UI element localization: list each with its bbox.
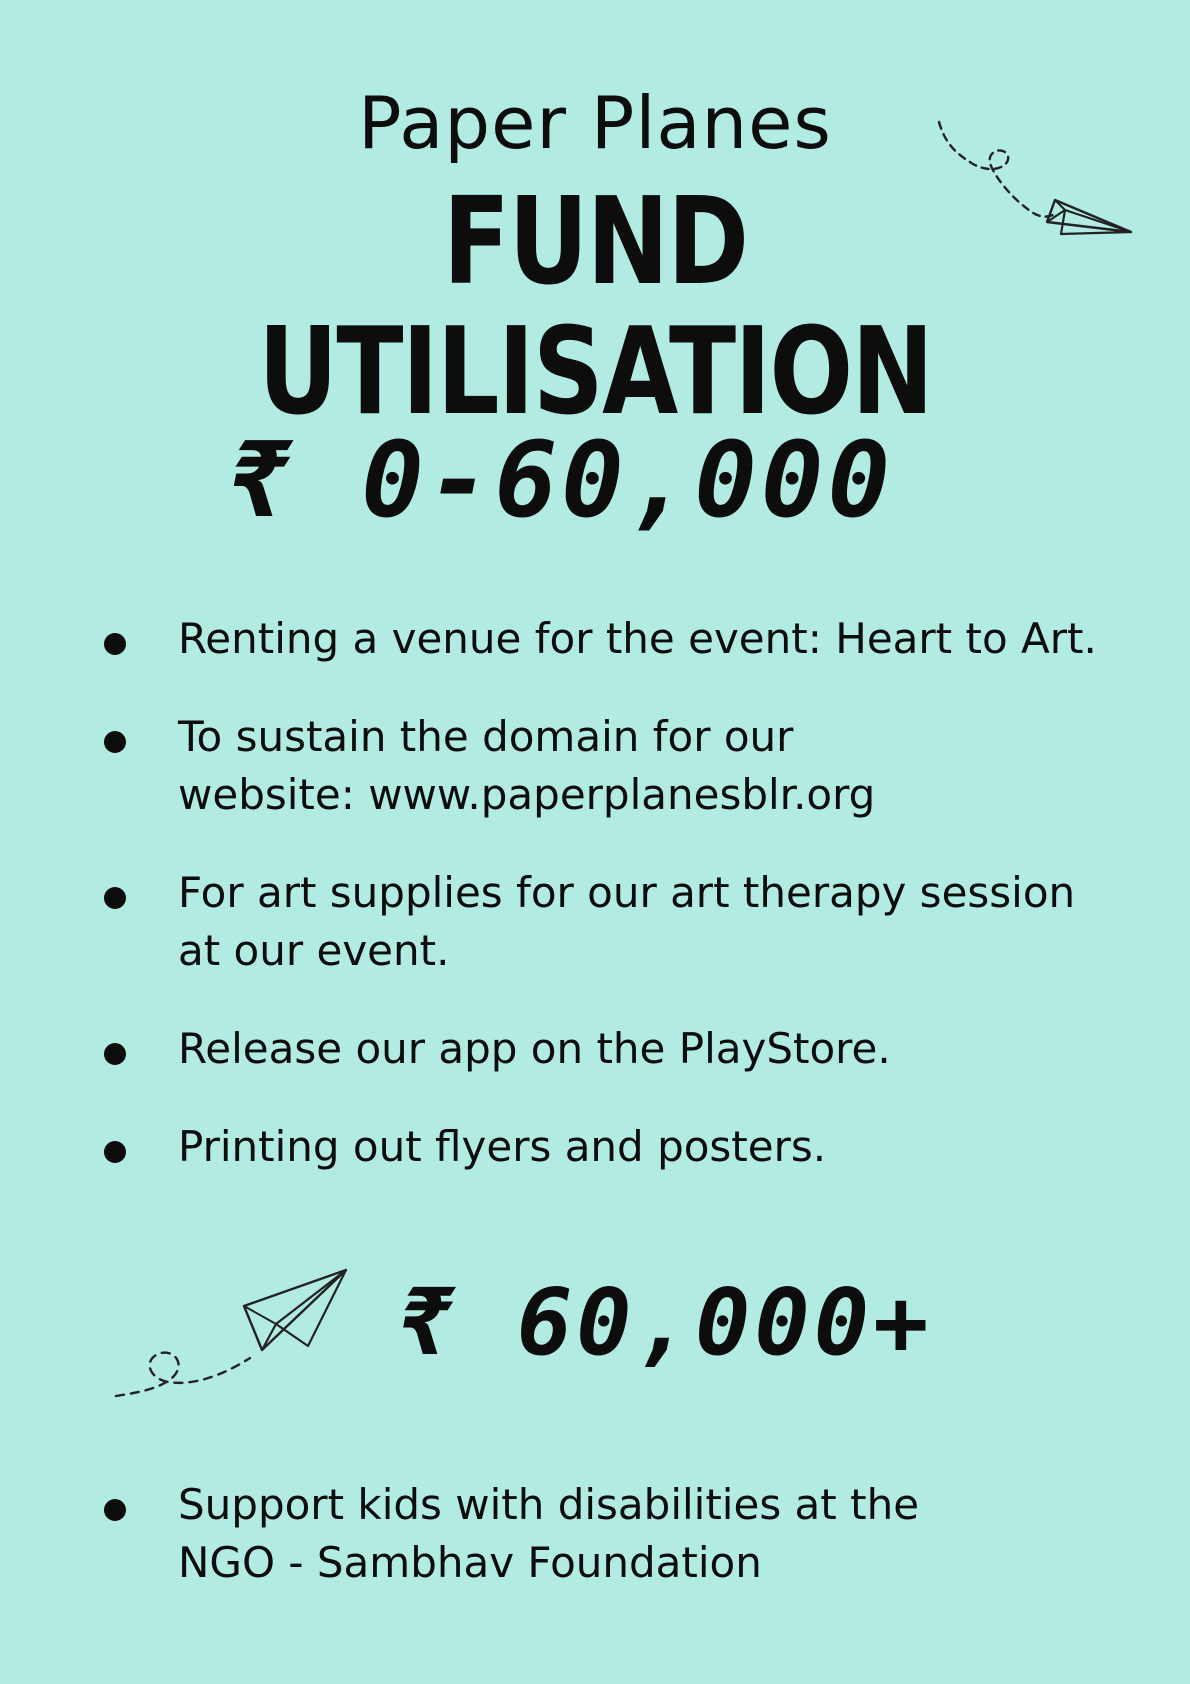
paper-plane-top-icon [935,118,1135,248]
list-item-text: To sustain the domain for our website: www.paperplanesblr.org [178,712,876,819]
list-item [0,864,1190,980]
list-item-text: Printing out flyers and posters. [178,1122,827,1171]
tier-1-list [0,610,1190,1216]
bullet-icon [104,633,126,655]
list-item-text: Support kids with disabilities at the NGO - Sambhav Foundation [178,1480,920,1587]
list-item [0,1118,1190,1176]
tier-1-amount: ₹ 0-60,000 [228,419,895,541]
bullet-icon [104,1499,126,1521]
list-item [0,1476,1190,1592]
list-item-text: Renting a venue for the event: Heart to Art. [178,614,1097,663]
list-item-text: For art supplies for our art therapy session at our event. [178,868,1076,975]
page-subtitle: Paper Planes [358,81,832,165]
tier-2-list [0,1476,1190,1632]
list-item [0,610,1190,668]
list-item [0,1020,1190,1078]
tier-2-amount: ₹ 60,000+ [398,1269,933,1376]
bullet-icon [104,1141,126,1163]
list-item [0,708,1190,824]
list-item-text: Release our app on the PlayStore. [178,1024,891,1073]
bullet-icon [104,731,126,753]
paper-plane-bottom-icon [112,1266,352,1406]
page-title: FUND UTILISATION [258,173,933,442]
bullet-icon [104,887,126,909]
bullet-icon [104,1043,126,1065]
